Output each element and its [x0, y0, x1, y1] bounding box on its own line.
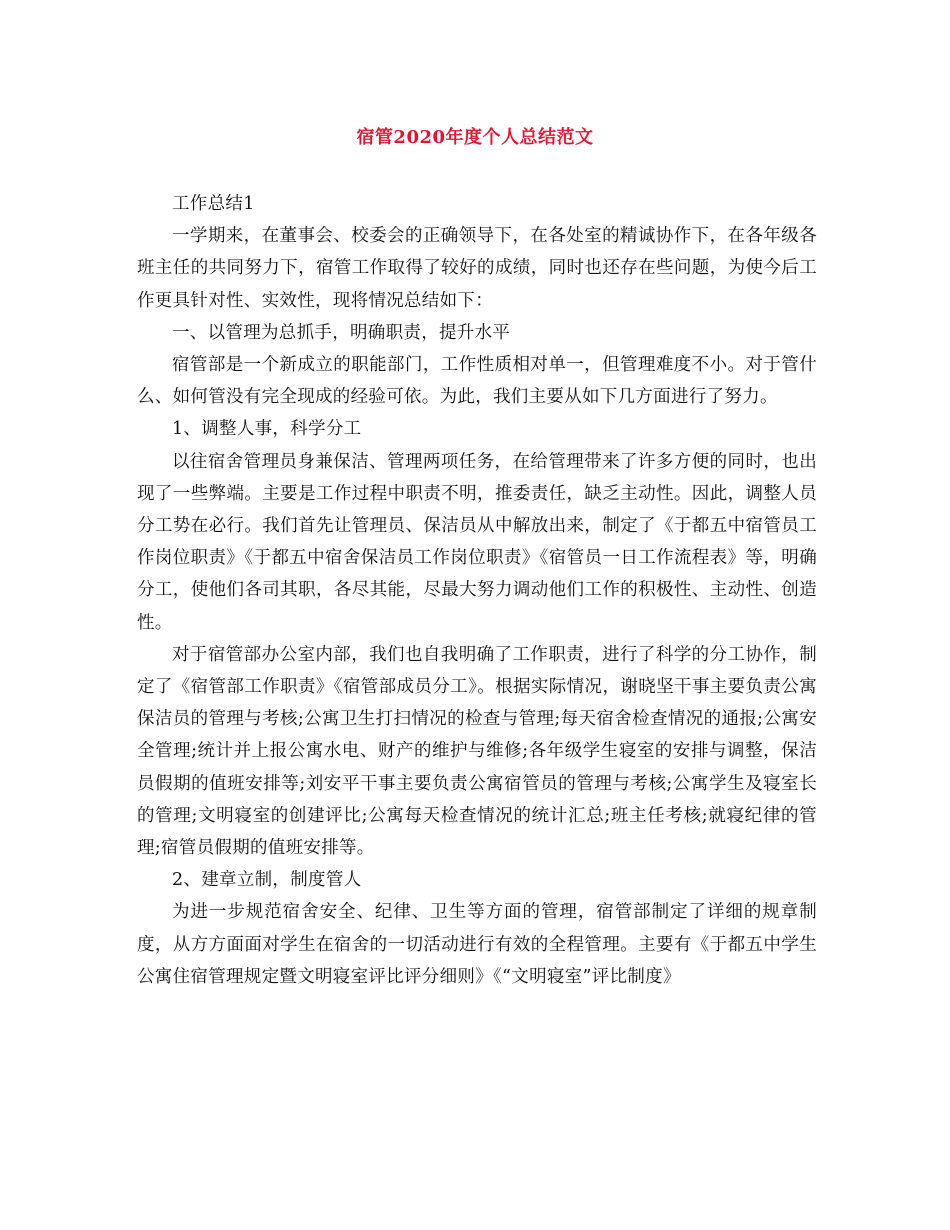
paragraph-dept-overview: 宿管部是一个新成立的职能部门，工作性质相对单一，但管理难度不小。对于管什么、如何管没有完全现成的经验可依。为此，我们主要从如下几方面进行了努力。: [137, 355, 817, 408]
paragraph-section-heading-1: 一、以管理为总抓手，明确职责，提升水平: [172, 322, 511, 343]
paragraph-staffing: 以往宿舍管理员身兼保洁、管理两项任务，在给管理带来了许多方便的同时，也出现了一些弊端。主要是工作过程中职责不明，推委责任，缺乏主动性。因此，调整人员分工势在必行。我们首先让管理员、保洁员从中解放出来，制定了《于都五中宿管员工作岗位职责》《于都五中宿舍保洁员工作岗位职责》《宿管员一日工作流程表》等，明确分工，使他们各司其职，各尽其能，尽最大努力调动他们工作的积极性、主动性、创造性。: [137, 451, 817, 633]
paragraph-regulations: 为进一步规范宿舍安全、纪律、卫生等方面的管理，宿管部制定了详细的规章制度，从方方面面对学生在宿舍的一切活动进行有效的全程管理。主要有《于都五中学生公寓住宿管理规定暨文明寝室评比评分细则》《“文明寝室”评比制度》: [137, 902, 817, 987]
paragraph-subheading-1: 1、调整人事，科学分工: [172, 419, 362, 440]
document-body: [137, 188, 817, 993]
paragraph-heading-summary-1: 工作总结1: [172, 194, 255, 214]
paragraph-office-duties: 对于宿管部办公室内部，我们也自我明确了工作职责，进行了科学的分工协作，制定了《宿管部工作职责》《宿管部成员分工》。根据实际情况，谢晓坚干事主要负责公寓保洁员的管理与考核;公寓卫生打扫情况的检查与管理;每天宿舍检查情况的通报;公寓安全管理;统计并上报公寓水电、财产的维护与维修;各年级学生寝室的安排与调整，保洁员假期的值班安排等;刘安平干事主要负责公寓宿管员的管理与考核;公寓学生及寝室长的管理;文明寝室的创建评比;公寓每天检查情况的统计汇总;班主任考核;就寝纪律的管理;宿管员假期的值班安排等。: [137, 644, 817, 859]
document-title: 宿管2020年度个人总结范文: [356, 127, 594, 148]
paragraph-subheading-2: 2、建章立制，制度管人: [172, 870, 362, 891]
paragraph-intro: 一学期来，在董事会、校委会的正确领导下，在各处室的精诚协作下，在各年级各班主任的共同努力下，宿管工作取得了较好的成绩，同时也还存在些问题，为使今后工作更具针对性、实效性，现将情况总结如下：: [137, 226, 817, 311]
